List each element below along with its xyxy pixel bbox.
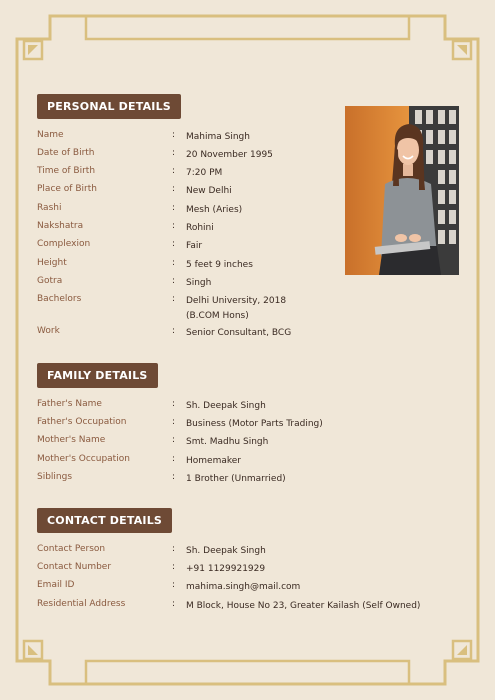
row-separator: : (172, 166, 176, 176)
row-label: Contact Person (37, 544, 106, 554)
row-separator: : (172, 580, 176, 590)
row-value: Homemaker (186, 456, 241, 466)
row-label: Email ID (37, 580, 75, 590)
row-value: Sh. Deepak Singh (186, 546, 266, 556)
row-value: Smt. Madhu Singh (186, 437, 269, 447)
row-separator: : (172, 239, 176, 249)
detail-row-gotra (37, 276, 457, 292)
row-label: Complexion (37, 239, 91, 249)
row-value: New Delhi (186, 186, 232, 196)
row-label: Bachelors (37, 294, 82, 304)
row-separator: : (172, 184, 176, 194)
row-value: 20 November 1995 (186, 150, 273, 160)
row-label: Residential Address (37, 599, 126, 609)
row-label: Work (37, 326, 60, 336)
row-separator: : (172, 130, 176, 140)
detail-row-fathers-occupation (37, 417, 457, 433)
row-separator: : (172, 472, 176, 482)
row-separator: : (172, 544, 176, 554)
detail-row-contact-person (37, 544, 457, 560)
section-title-contact-details: CONTACT DETAILS (37, 508, 172, 533)
row-value: Sh. Deepak Singh (186, 401, 266, 411)
detail-row-email-id (37, 580, 457, 596)
detail-row-contact-number (37, 562, 457, 578)
row-label: Rashi (37, 203, 62, 213)
row-label: Siblings (37, 472, 73, 482)
row-label: Place of Birth (37, 184, 97, 194)
row-value: mahima.singh@mail.com (186, 582, 301, 592)
detail-row-work (37, 326, 457, 342)
row-separator: : (172, 562, 176, 572)
row-label: Gotra (37, 276, 63, 286)
row-label: Time of Birth (37, 166, 96, 176)
row-separator: : (172, 294, 176, 304)
row-value-continued: (B.COM Hons) (186, 311, 249, 321)
row-separator: : (172, 435, 176, 445)
row-label: Nakshatra (37, 221, 84, 231)
row-separator: : (172, 258, 176, 268)
row-value: Singh (186, 278, 212, 288)
row-label: Mother's Occupation (37, 454, 130, 464)
row-label: Name (37, 130, 64, 140)
row-separator: : (172, 221, 176, 231)
row-value: +91 1129921929 (186, 564, 266, 574)
row-value: Mahima Singh (186, 132, 250, 142)
row-separator: : (172, 599, 176, 609)
section-title-personal-details: PERSONAL DETAILS (37, 94, 181, 119)
row-label: Father's Name (37, 399, 102, 409)
row-label: Height (37, 258, 67, 268)
detail-row-residential-address (37, 599, 457, 615)
detail-row-mothers-name (37, 435, 457, 451)
row-separator: : (172, 417, 176, 427)
row-value: Senior Consultant, BCG (186, 328, 292, 338)
row-label: Mother's Name (37, 435, 106, 445)
section-title-family-details: FAMILY DETAILS (37, 363, 158, 388)
detail-row-mothers-occupation (37, 454, 457, 470)
detail-row-fathers-name (37, 399, 457, 415)
row-separator: : (172, 148, 176, 158)
row-label: Father's Occupation (37, 417, 127, 427)
row-value: Delhi University, 2018 (186, 296, 287, 306)
row-separator: : (172, 399, 176, 409)
row-value: 7:20 PM (186, 168, 223, 178)
row-value: Mesh (Aries) (186, 205, 243, 215)
row-value: M Block, House No 23, Greater Kailash (Self Owned) (186, 601, 421, 611)
row-label: Contact Number (37, 562, 112, 572)
row-value: Business (Motor Parts Trading) (186, 419, 323, 429)
row-value: Fair (186, 241, 203, 251)
detail-row-bachelors (37, 294, 457, 326)
row-separator: : (172, 454, 176, 464)
row-separator: : (172, 276, 176, 286)
row-separator: : (172, 326, 176, 336)
row-separator: : (172, 203, 176, 213)
row-label: Date of Birth (37, 148, 95, 158)
row-value: Rohini (186, 223, 214, 233)
row-value: 1 Brother (Unmarried) (186, 474, 286, 484)
detail-row-siblings (37, 472, 457, 488)
row-value: 5 feet 9 inches (186, 260, 253, 270)
profile-photo (345, 106, 459, 275)
